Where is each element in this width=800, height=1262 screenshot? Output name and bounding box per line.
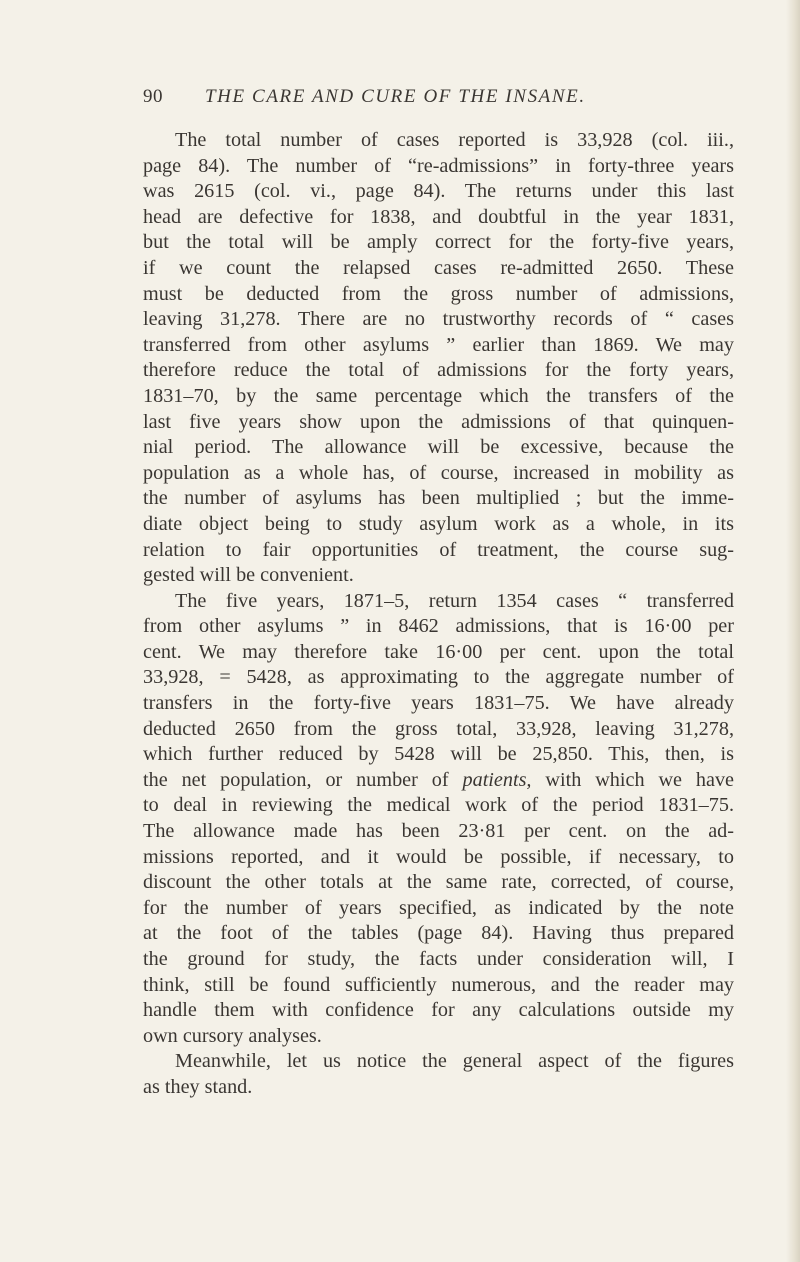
text-line: last five years show upon the admissions of that quinquen- [143,410,734,433]
text-line: the number of asylums has been multiplied ; but the imme- [143,487,734,510]
text-line: handle them with confidence for any calculations outside my [143,999,734,1022]
text-line: population as a whole has, of course, increased in mobility as [143,461,734,484]
text-line: The allowance made has been 23·81 per cent. on the ad- [143,820,734,843]
text-line: from other asylums ” in 8462 admissions, that is 16·00 per [143,615,734,638]
text-line: Meanwhile, let us notice the general aspect of the figures [175,1050,734,1073]
text-line: for the number of years specified, as indicated by the note [143,896,734,919]
text-line: which further reduced by 5428 will be 25,850. This, then, is [143,743,734,766]
page-header [143,86,733,116]
text-line: leaving 31,278. There are no trustworthy records of “ cases [143,308,734,331]
text-line: cent. We may therefore take 16·00 per cent. upon the total [143,640,734,663]
text-line: think, still be found sufficiently numerous, and the reader may [143,973,734,996]
text-line: deducted 2650 from the gross total, 33,928, leaving 31,278, [143,717,734,740]
text-line: relation to fair opportunities of treatment, the course sug- [143,538,734,561]
text-segment: with which we have [545,768,734,791]
text-line: at the foot of the tables (page 84). Having thus prepared [143,922,734,945]
text-line: as they stand. [143,1075,253,1098]
page-edge [786,0,800,1262]
text-line: if we count the relapsed cases re-admitted 2650. These [143,256,734,279]
text-line: the ground for study, the facts under consideration will, I [143,948,734,970]
text-line: The five years, 1871–5, return 1354 cases “ transferred [175,589,734,612]
page-number: 90 [143,86,163,107]
text-line: was 2615 (col. vi., page 84). The returns under this last [143,180,734,203]
text-line: 33,928, = 5428, as approximating to the aggregate number of [143,666,734,689]
text-line: head are defective for 1838, and doubtful in the year 1831, [143,205,734,228]
text-line: transferred from other asylums ” earlier than 1869. We may [143,333,734,356]
italic-word: patients, [462,768,532,791]
text-line: missions reported, and it would be possible, if necessary, to [143,845,734,868]
text-line: must be deducted from the gross number of admissions, [143,282,734,305]
body-text [143,128,734,1101]
running-title: THE CARE AND CURE OF THE INSANE. [205,86,586,107]
text-line: gested will be convenient. [143,564,354,587]
text-line: transfers in the forty-five years 1831–75. We have already [143,692,734,715]
text-line: diate object being to study asylum work as a whole, in its [143,512,734,535]
text-line: but the total will be amply correct for the forty-five years, [143,231,734,254]
text-segment: the net population, or number of [143,768,449,791]
text-line: therefore reduce the total of admissions for the forty years, [143,359,734,382]
text-line: 1831–70, by the same percentage which the transfers of the [143,384,734,407]
text-line: page 84). The number of “re-admissions” in forty-three years [143,154,734,177]
text-line: own cursory analyses. [143,1024,322,1047]
text-line: nial period. The allowance will be excessive, because the [143,436,734,459]
text-line-with-italic [143,768,734,794]
text-line: The total number of cases reported is 33,928 (col. iii., [175,129,734,151]
text-line: to deal in reviewing the medical work of the period 1831–75. [143,794,734,817]
text-line: discount the other totals at the same rate, corrected, of course, [143,871,734,894]
